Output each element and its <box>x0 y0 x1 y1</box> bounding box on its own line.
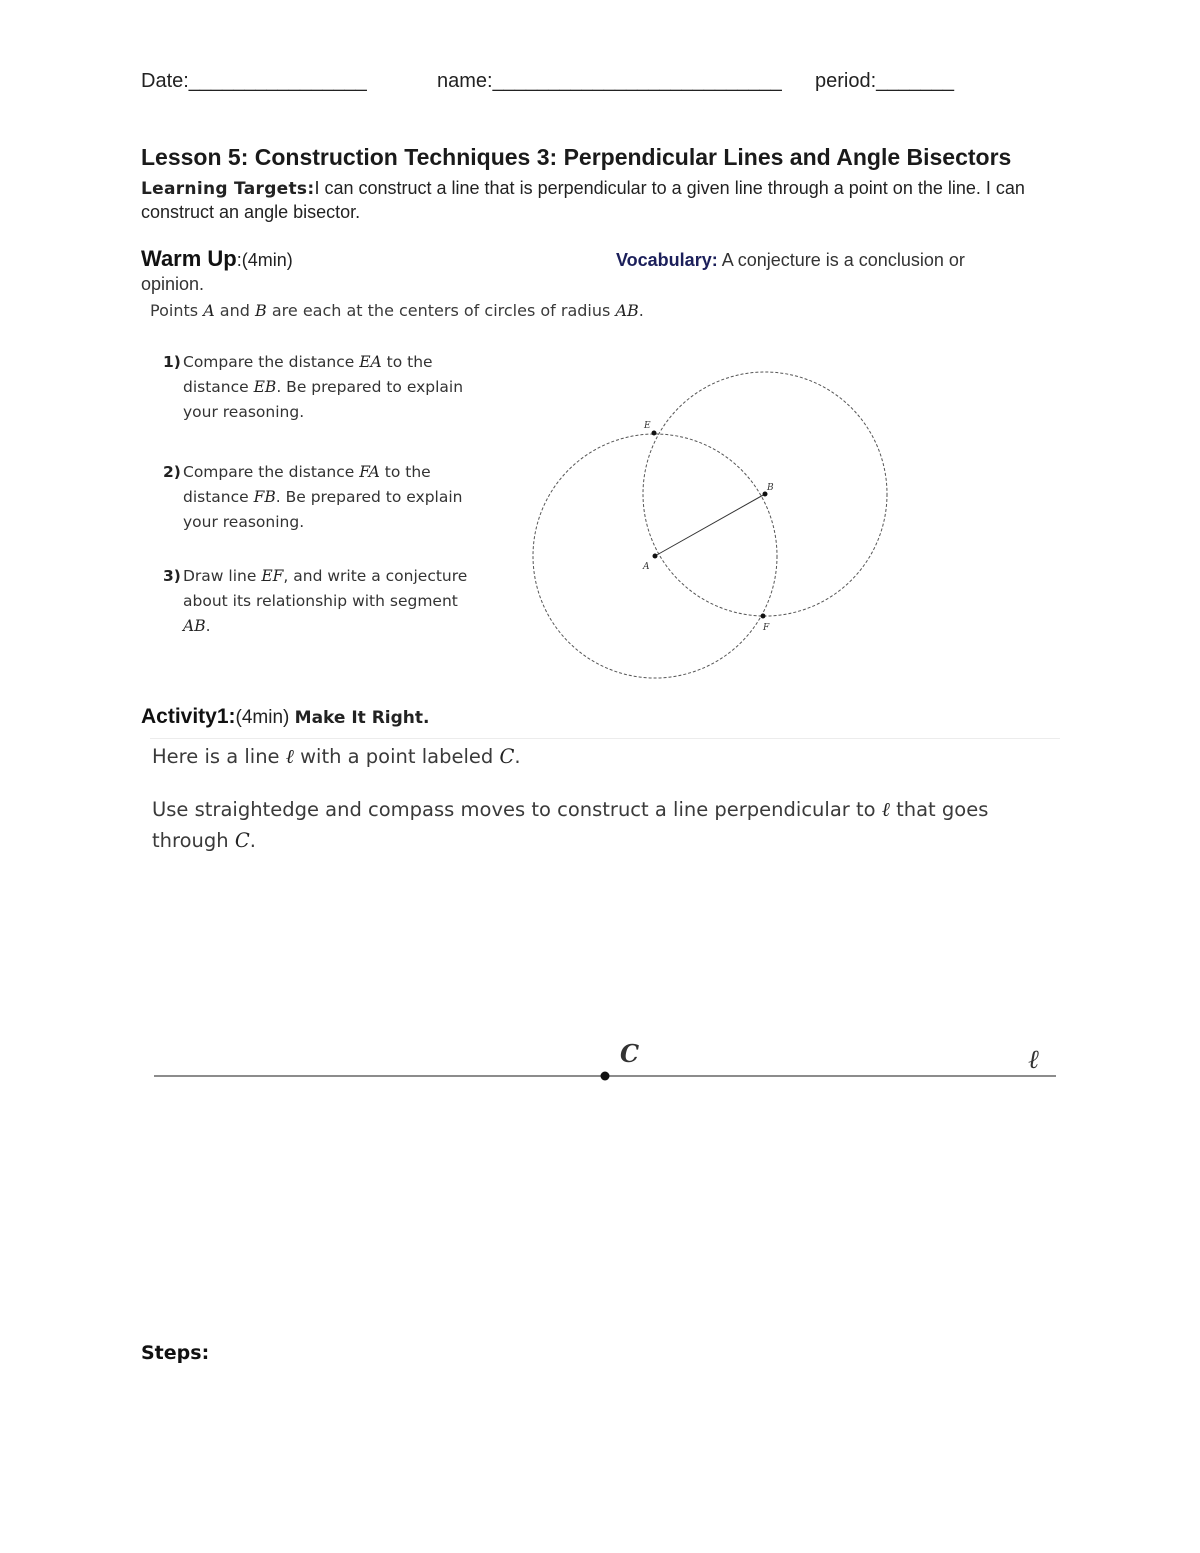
two-circles-figure <box>520 360 900 690</box>
instruction-var: ℓ <box>285 745 294 768</box>
question-text: to the distance <box>183 463 431 506</box>
date-field[interactable]: Date:________________ <box>141 70 367 92</box>
header-fields <box>141 70 1061 100</box>
question-text: Compare the distance <box>183 463 360 481</box>
learning-targets <box>141 177 1061 224</box>
instruction-text: Use straightedge and compass moves to construct a line perpendicular to <box>152 798 882 821</box>
activity1-subtitle: Make It Right. <box>294 708 430 728</box>
question-text: to the distance <box>183 353 433 396</box>
period-field[interactable]: period:_______ <box>815 70 955 92</box>
divider <box>150 738 1060 739</box>
activity1-instruction-3 <box>152 825 256 856</box>
question-text: . Be prepared to explain your reasoning. <box>183 488 463 531</box>
question-1 <box>163 350 523 425</box>
activity1-instruction-1 <box>152 741 521 772</box>
instruction-text: . <box>249 829 256 852</box>
prompt-var-b: B <box>255 301 267 320</box>
lesson-title: Lesson 5: Construction Techniques 3: Perpendicular Lines and Angle Bisectors <box>141 144 1012 170</box>
question-var: AB <box>183 617 206 635</box>
activity1-title: Activity1: <box>141 705 236 728</box>
instruction-text: through <box>152 829 235 852</box>
vocabulary-text-continued: opinion. <box>141 274 205 294</box>
point-f <box>761 614 766 619</box>
question-var: FA <box>359 463 380 481</box>
instruction-var: C <box>234 829 250 852</box>
activity1-time: (4min) <box>235 707 290 728</box>
instruction-text: Here is a line <box>152 745 286 768</box>
question-text: , and write a conjecture about its relationship with segment <box>183 567 468 610</box>
prompt-var-ab: AB <box>615 301 639 320</box>
label-a: A <box>643 562 650 572</box>
question-text: Draw line <box>183 567 262 585</box>
question-number: 1) <box>163 353 181 371</box>
question-number: 2) <box>163 463 181 481</box>
question-number: 3) <box>163 567 181 585</box>
question-3 <box>163 564 523 639</box>
question-var: EB <box>253 378 277 396</box>
question-var: EA <box>359 353 382 371</box>
prompt-text: and <box>214 301 255 320</box>
point-c <box>601 1072 610 1081</box>
instruction-text: with a point labeled <box>293 745 500 768</box>
label-l: ℓ <box>1028 1045 1039 1075</box>
vocabulary-text: A conjecture is a conclusion or <box>721 250 965 270</box>
question-text: . Be prepared to explain your reasoning. <box>183 378 464 421</box>
vocabulary-label: Vocabulary: <box>616 250 718 270</box>
warm-up-time: :(4min) <box>236 250 293 270</box>
prompt-text: are each at the centers of circles of radius <box>266 301 616 320</box>
segment-ab <box>655 494 765 556</box>
instruction-var: ℓ <box>881 798 890 821</box>
instruction-text: that goes <box>889 798 989 821</box>
question-var: FB <box>253 488 276 506</box>
warm-up-heading <box>141 246 293 272</box>
label-c: C <box>620 1039 640 1068</box>
point-a <box>653 554 658 559</box>
warm-up-title: Warm Up <box>141 246 237 271</box>
prompt-var-a: A <box>203 301 215 320</box>
label-b: B <box>767 483 774 493</box>
point-e <box>652 431 657 436</box>
vocabulary <box>616 250 965 271</box>
prompt-text: Points <box>150 301 204 320</box>
label-f: F <box>763 623 770 633</box>
learning-targets-text: I can construct a line that is perpendicular to a given line through a point on the line. I can construct an angle bisector. <box>141 178 1025 222</box>
question-text: Compare the distance <box>183 353 360 371</box>
question-2 <box>163 460 523 535</box>
prompt-text: . <box>638 301 644 320</box>
label-e: E <box>644 421 651 431</box>
activity1-instruction-2 <box>152 794 988 825</box>
steps-label: Steps: <box>141 1342 210 1364</box>
question-text: . <box>205 617 211 635</box>
activity1-heading <box>141 705 430 729</box>
line-l-figure <box>140 1030 1070 1090</box>
name-field[interactable]: name:__________________________ <box>437 70 782 92</box>
instruction-text: . <box>514 745 521 768</box>
learning-targets-label: Learning Targets: <box>141 179 315 199</box>
warm-up-prompt <box>150 301 644 320</box>
question-var: EF <box>261 567 284 585</box>
instruction-var: C <box>499 745 515 768</box>
